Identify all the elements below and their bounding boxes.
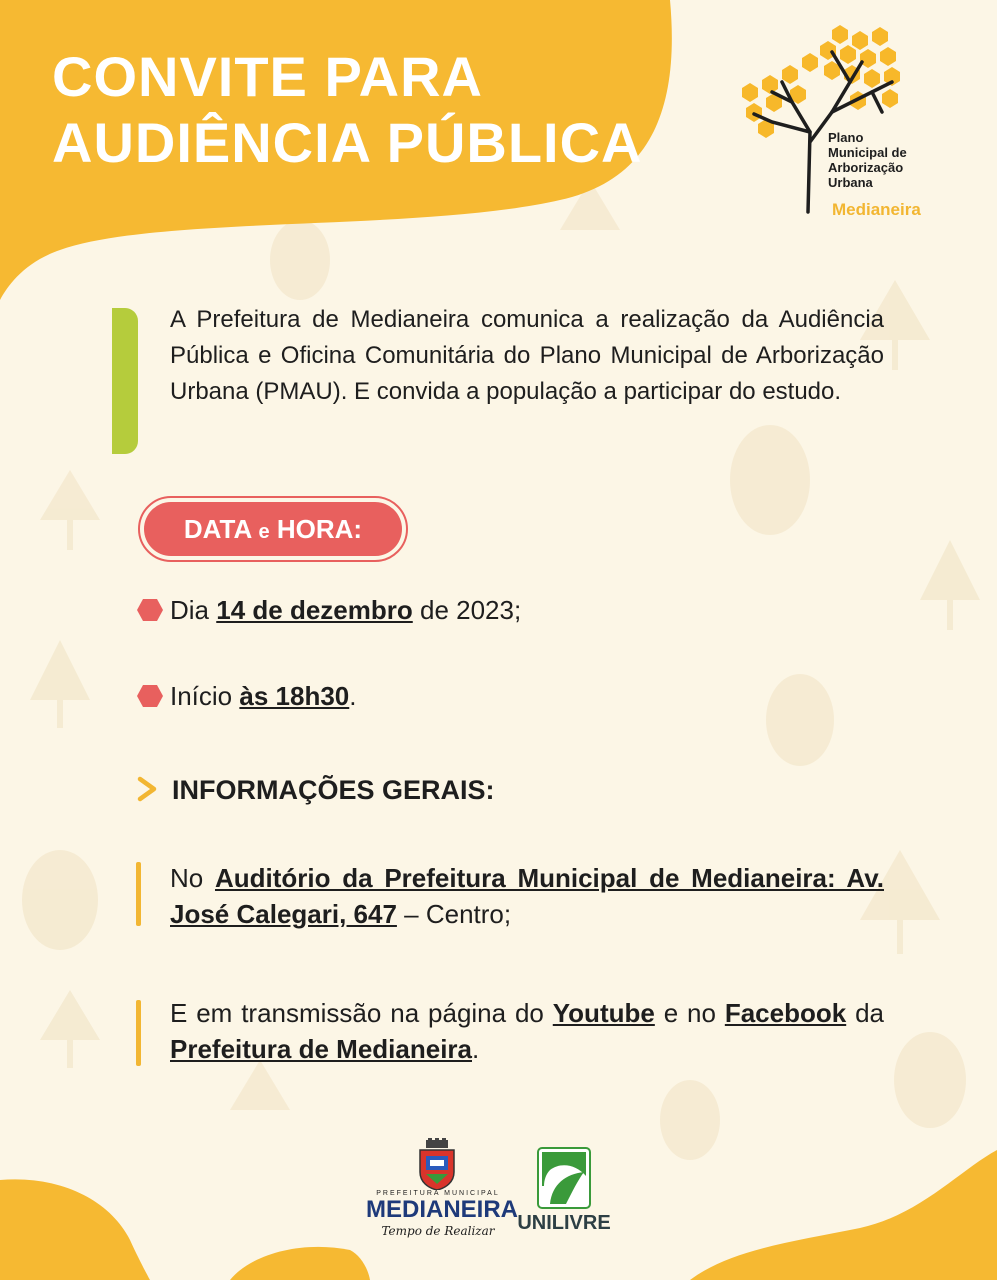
stream-paragraph [170,995,884,1067]
bottom-right-blob [690,1150,997,1280]
title-line-2: AUDIÊNCIA PÚBLICA [52,111,643,174]
date-prefix: Dia [170,595,217,625]
plan-logo-line-3: Arborização [828,160,904,175]
date-suffix: de 2023; [412,595,522,625]
medianeira-slogan: Tempo de Realizar [381,1224,495,1238]
stream-da: da [846,998,884,1028]
intro-paragraph: A Prefeitura de Medianeira comunica a realização da Audiência Pública e Oficina Comunitária do Plano Municipal de Arborização Urbana (PMAU). E convida a população a participar do estudo. [170,306,884,405]
location-paragraph [170,860,884,932]
stream-mid: e no [654,998,725,1028]
prefeitura-page-link[interactable]: Prefeitura de Medianeira [170,1034,472,1064]
stream-prefix: E em transmissão na página do [170,998,553,1028]
pill-label-data: DATA [183,514,259,544]
time-line [170,678,356,714]
location-accent-bar [136,862,141,926]
plan-logo-line-2: Municipal de [828,145,907,160]
medianeira-logo-text: MEDIANEIRA [366,1196,519,1223]
unilivre-logo-text: UNILIVRE [517,1212,611,1234]
date-value: 14 de dezembro [216,595,413,625]
stream-accent-bar [136,1000,141,1066]
plan-logo-line-1: Plano [828,130,864,145]
date-line [170,592,521,628]
city-crest-icon [412,1138,462,1190]
hexagon-bullet-icon [137,598,163,622]
page-title [52,44,642,176]
date-time-pill [144,502,402,556]
bottom-left-blob [0,1179,150,1280]
plan-logo-city: Medianeira [832,200,921,219]
plan-logo-line-4: Urbana [828,175,873,190]
intro-accent-bar [112,308,138,454]
title-line-1: CONVITE PARA [52,45,483,108]
pill-label-hora: HORA: [269,514,363,544]
hexagon-bullet-icon [137,684,163,708]
plan-logo-text [828,130,907,190]
time-value: às 18h30 [239,681,350,711]
unilivre-leaf-icon [536,1146,592,1210]
info-heading: INFORMAÇÕES GERAIS: [172,775,495,805]
location-value: Auditório da Prefeitura Municipal de Medianeira: Av. José Calegari, 647 [170,863,884,929]
location-suffix: – Centro; [396,899,512,929]
pill-label-e: e [258,521,270,543]
location-prefix: No [170,863,215,893]
chevron-right-icon [136,775,160,803]
stream-suffix: . [472,1034,480,1064]
youtube-link[interactable]: Youtube [552,998,655,1028]
prefeitura-label: PREFEITURA MUNICIPAL [376,1190,500,1197]
facebook-link[interactable]: Facebook [724,998,847,1028]
time-suffix: . [349,681,357,711]
time-prefix: Início [170,681,240,711]
